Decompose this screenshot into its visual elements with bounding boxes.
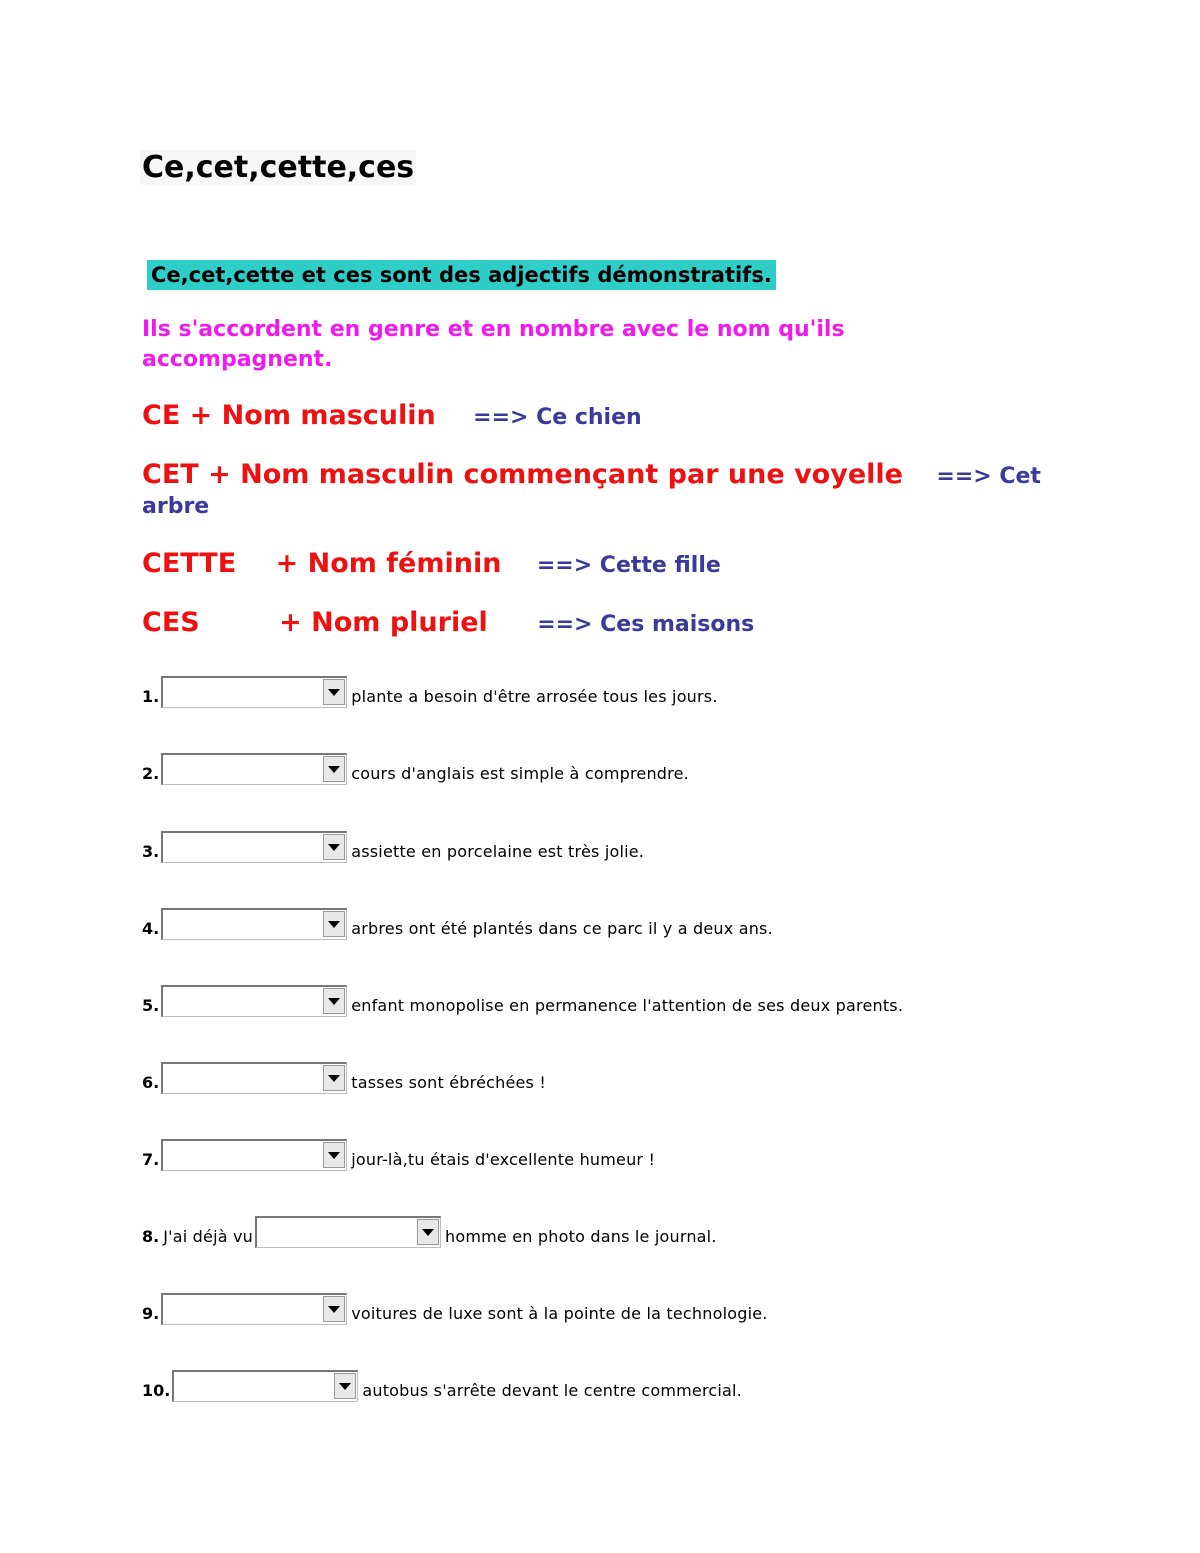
question-text: tasses sont ébréchées ! [351,1073,546,1092]
answer-select[interactable] [161,908,347,940]
rule-label: CE + Nom masculin [142,400,436,431]
rule-ce [142,400,642,431]
agreement-rule [142,315,845,375]
chevron-down-icon [328,921,340,928]
answer-select[interactable] [255,1216,441,1248]
question-text: plante a besoin d'être arrosée tous les jours. [351,687,718,706]
dropdown-button[interactable] [334,1373,356,1399]
dropdown-button[interactable] [323,1296,345,1322]
chevron-down-icon [328,1306,340,1313]
answer-select[interactable] [161,831,347,863]
rule-example: ==> Ces maisons [537,612,755,637]
question-text: assiette en porcelaine est très jolie. [351,842,645,861]
question-number: 1. [142,687,160,706]
dropdown-button[interactable] [323,1065,345,1091]
agreement-rule-line1: Ils s'accordent en genre et en nombre avec le nom qu'ils [142,317,845,342]
question-text: arbres ont été plantés dans ce parc il y a deux ans. [351,919,773,938]
answer-select[interactable] [161,1293,347,1325]
rule-example: ==> Ce chien [473,405,642,430]
rule-label-2: + Nom féminin [275,548,502,579]
answer-select[interactable] [161,985,347,1017]
answer-select[interactable] [161,676,347,708]
answer-select[interactable] [161,753,347,785]
rule-example: ==> Cet [936,464,1041,489]
question-3 [142,823,644,863]
question-text: autobus s'arrête devant le centre commercial. [362,1381,742,1400]
question-text: cours d'anglais est simple à comprendre. [351,764,689,783]
dropdown-button[interactable] [323,911,345,937]
chevron-down-icon [339,1383,351,1390]
intro-highlight: Ce,cet,cette et ces sont des adjectifs démonstratifs. [147,260,776,290]
agreement-rule-line2: accompagnent. [142,347,333,372]
answer-select[interactable] [161,1062,347,1094]
answer-select[interactable] [172,1370,358,1402]
dropdown-button[interactable] [323,679,345,705]
question-number: 5. [142,996,160,1015]
question-number: 3. [142,842,160,861]
rule-label: CES [142,607,200,638]
chevron-down-icon [328,766,340,773]
chevron-down-icon [422,1229,434,1236]
question-9 [142,1285,768,1325]
dropdown-button[interactable] [323,1142,345,1168]
answer-select[interactable] [161,1139,347,1171]
rule-example: ==> Cette fille [536,553,721,578]
question-number: 2. [142,764,160,783]
chevron-down-icon [328,998,340,1005]
rule-cet [142,459,1041,490]
question-number: 7. [142,1150,160,1169]
chevron-down-icon [328,1075,340,1082]
rule-example-cont: arbre [142,494,210,519]
question-text: voitures de luxe sont à la pointe de la technologie. [351,1304,768,1323]
chevron-down-icon [328,689,340,696]
question-7 [142,1131,655,1171]
question-number: 9. [142,1304,160,1323]
question-number: 6. [142,1073,160,1092]
question-number: 4. [142,919,160,938]
chevron-down-icon [328,1152,340,1159]
question-5 [142,977,903,1017]
question-text-before: J'ai déjà vu [163,1227,254,1246]
question-4 [142,900,773,940]
question-10 [142,1362,742,1402]
question-8 [142,1208,717,1248]
dropdown-button[interactable] [323,988,345,1014]
rule-label-2: + Nom pluriel [279,607,488,638]
question-6 [142,1054,546,1094]
question-2 [142,745,689,785]
question-text: jour-là,tu étais d'excellente humeur ! [351,1150,656,1169]
question-number: 8. [142,1227,160,1246]
rule-label: CET + Nom masculin commençant par une voyelle [142,459,903,490]
question-1 [142,668,718,708]
page-title: Ce,cet,cette,ces [142,150,415,185]
question-text: homme en photo dans le journal. [445,1227,717,1246]
question-number: 10. [142,1381,171,1400]
dropdown-button[interactable] [323,834,345,860]
dropdown-button[interactable] [323,756,345,782]
question-text: enfant monopolise en permanence l'attention de ses deux parents. [351,996,904,1015]
rule-cette [142,548,721,579]
chevron-down-icon [328,844,340,851]
dropdown-button[interactable] [417,1219,439,1245]
rule-ces [142,607,754,638]
rule-label: CETTE [142,548,237,579]
